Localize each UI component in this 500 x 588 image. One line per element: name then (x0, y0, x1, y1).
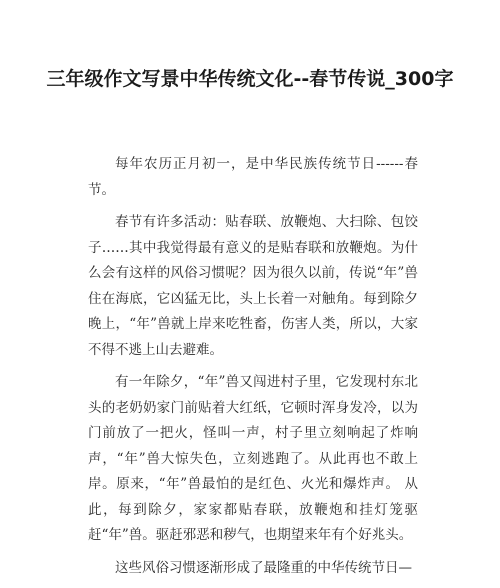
paragraph: 有一年除夕，“年”兽又闯进村子里，它发现村东北头的老奶奶家门前贴着大红纸，它顿时浑身发冷，以为门前放了一把火，怪叫一声，村子里立刻响起了炸响声，“年”兽大惊失色，立刻逃跑了。从此再也不敢上岸。原来，“年”兽最怕的是红色、火光和爆炸声。 从此，每到除夕，家家都贴春联，放鞭炮和挂灯笼驱赶“年”兽。驱赶邪恶和秽气，也期望来年有个好兆头。 (88, 374, 418, 543)
paragraph: 这些风俗习惯逐渐形成了最隆重的中华传统节日— (115, 559, 412, 576)
document-body (88, 152, 418, 588)
paragraph: 每年农历正月初一，是中华民族传统节日------春节。 (88, 156, 418, 198)
paragraph: 春节有许多活动：贴春联、放鞭炮、大扫除、包饺子……其中我觉得最有意义的是贴春联和放鞭炮。为什么会有这样的风俗习惯呢？因为很久以前，传说“年”兽住在海底，它凶猛无比，头上长着一对触角。每到除夕晚上，“年”兽就上岸来吃牲畜，伤害人类，所以，大家不得不逃上山去避难。 (88, 214, 418, 358)
document-title: 三年级作文写景中华传统文化--春节传说_300字 (46, 68, 454, 90)
